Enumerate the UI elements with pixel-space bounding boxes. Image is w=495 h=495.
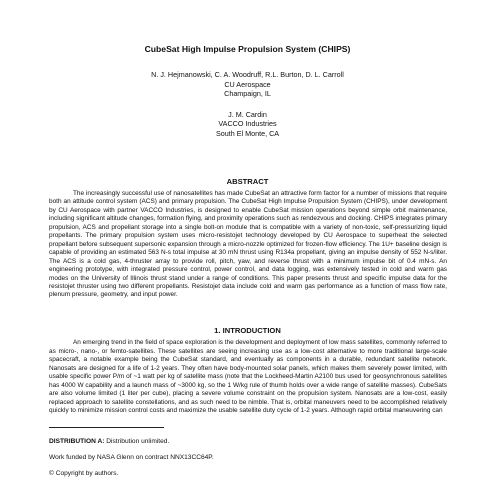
copyright-note: © Copyright by authors.	[49, 470, 119, 477]
author-org-2: VACCO Industries	[218, 119, 277, 129]
funding-note: Work funded by NASA Glenn on contract NNX13CC64P.	[49, 454, 214, 461]
footnote-divider	[49, 427, 164, 428]
distribution-statement	[49, 434, 447, 450]
author-names-2: J. M. Cardin	[228, 109, 267, 119]
author-org-1: CU Aerospace	[224, 79, 271, 89]
author-names-1: N. J. Hejmanowski, C. A. Woodruff, R.L. Burton, D. L. Carroll	[151, 70, 344, 79]
paper-title: CubeSat High Impulse Propulsion System (CHIPS)	[144, 44, 351, 54]
introduction-heading: 1. INTRODUCTION	[214, 326, 281, 335]
distribution-text: Distribution unlimited.	[104, 438, 170, 445]
footnotes	[49, 434, 447, 482]
author-location-1: Champaign, IL	[224, 89, 271, 99]
author-block	[0, 70, 495, 139]
author-location-2: South El Monte, CA	[215, 128, 280, 138]
abstract-text: The increasingly successful use of nanosatellites has made CubeSat an attractive form factor for a number of missions that require both an attitude control system (ACS) and primary propulsion. The CubeSat High Impulse Propulsion System (CHIPS), under development by CU Aerospace with partner VACCO Industries, is designed to enable CubeSat mission operations beyond simple orbit maintenance, including significant altitude changes, formation flying, and proximity operations such as rendezvous and docking. CHIPS integrates primary propulsion, ACS and propellant storage into a single bolt-on module that is compatible with a variety of non-toxic, self-pressurizing liquid propellants. The primary propulsion system uses micro-resistojet technology developed by CU Aerospace to superheat the selected propellant before subsequent supersonic expansion through a micro-nozzle optimized for frozen-flow efficiency. The 1U+ baseline design is capable of providing an estimated 563 N-s total impulse at 30 mN thrust using R134a propellant, giving an impulse density of 552 N-s/liter. The ACS is a cold gas, 4-thruster array to provide roll, pitch, yaw, and reverse thrust with a minimum impulse bit of 0.4 mN-s. An engineering prototype, with integrated pressure control, power control, and data logging, was extensively tested in cold and warm gas modes on the University of Illinois thrust stand under a range of conditions. This paper presents thrust and specific impulse data for the resistojet thruster using two different propellants. Resistojet data include cold and warm gas performance as a function of mass flow rate, plenum pressure, geometry, and input power.	[49, 190, 447, 299]
introduction-text: An emerging trend in the field of space exploration is the development and deployment of low mass satellites, commonly referred to as micro-, nano-, or femto-satellites. These satellites are seeing increasing use as a low-cost alternative to more traditional large-scale spacecraft, a notable example being the CubeSat standard, and eventually as components in a durable, redundant satellite network. Nanosats are designed for a life of 1-2 years. They often have body-mounted solar panels, which makes them severely power limited, with usable specific power P/m of ~1 watt per kg of satellite mass (note that the Lockheed-Martin A2100 bus used for geosynchronous satellites has 4000 W capability and a launch mass of ~3000 kg, so the 1 W/kg rule of thumb holds over a wide range of satellite masses). CubeSats are also volume limited (1 liter per cube), placing a severe volume constraint on the propulsion system. Nanosats are a low-cost, easily replaced approach to satellite constellations, and as such need to be nimble. That is, orbital maneuvers need to be accomplished relatively quickly to minimize mission control costs and maximize the usable satellite duty cycle of 1-2 years. Although rapid orbital maneuvering can	[49, 339, 447, 414]
abstract-heading: ABSTRACT	[226, 177, 269, 186]
distribution-label: DISTRIBUTION A:	[49, 438, 105, 445]
